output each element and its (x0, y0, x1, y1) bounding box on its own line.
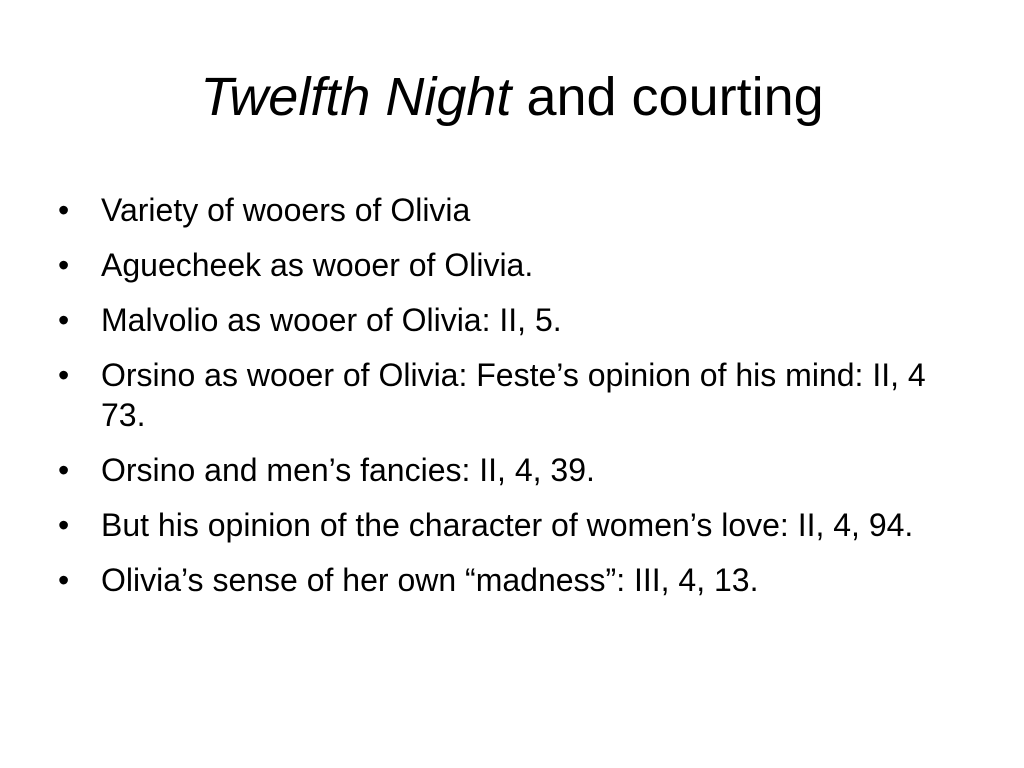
bullet-dot-icon: • (58, 357, 70, 393)
slide-title-italic: Twelfth Night (200, 67, 512, 127)
slide-title (0, 64, 1024, 130)
bullet-dot-icon: • (58, 562, 70, 598)
bullet-text: Orsino as wooer of Olivia: Feste’s opinion of his mind: II, 4 73. (101, 357, 926, 433)
bullet-text: Olivia’s sense of her own “madness”: III, 4, 13. (101, 562, 759, 598)
bullet-text: Malvolio as wooer of Olivia: II, 5. (101, 302, 562, 338)
bullet-dot-icon: • (58, 247, 70, 283)
bullet-dot-icon: • (58, 452, 70, 488)
bullet-item (56, 300, 976, 340)
bullet-item (56, 560, 976, 600)
bullet-text: But his opinion of the character of women’s love: II, 4, 94. (101, 507, 914, 543)
bullet-text: Aguecheek as wooer of Olivia. (101, 247, 534, 283)
slide-title-plain: and courting (511, 67, 824, 127)
bullet-item (56, 355, 976, 435)
bullet-text: Orsino and men’s fancies: II, 4, 39. (101, 452, 595, 488)
bullet-dot-icon: • (58, 192, 70, 228)
bullet-dot-icon: • (58, 507, 70, 543)
bullet-item (56, 505, 976, 545)
bullet-item (56, 245, 976, 285)
bullet-text: Variety of wooers of Olivia (101, 192, 471, 228)
bullet-item (56, 190, 976, 230)
bullet-item (56, 450, 976, 490)
bullet-dot-icon: • (58, 302, 70, 338)
bullet-list (56, 190, 976, 615)
